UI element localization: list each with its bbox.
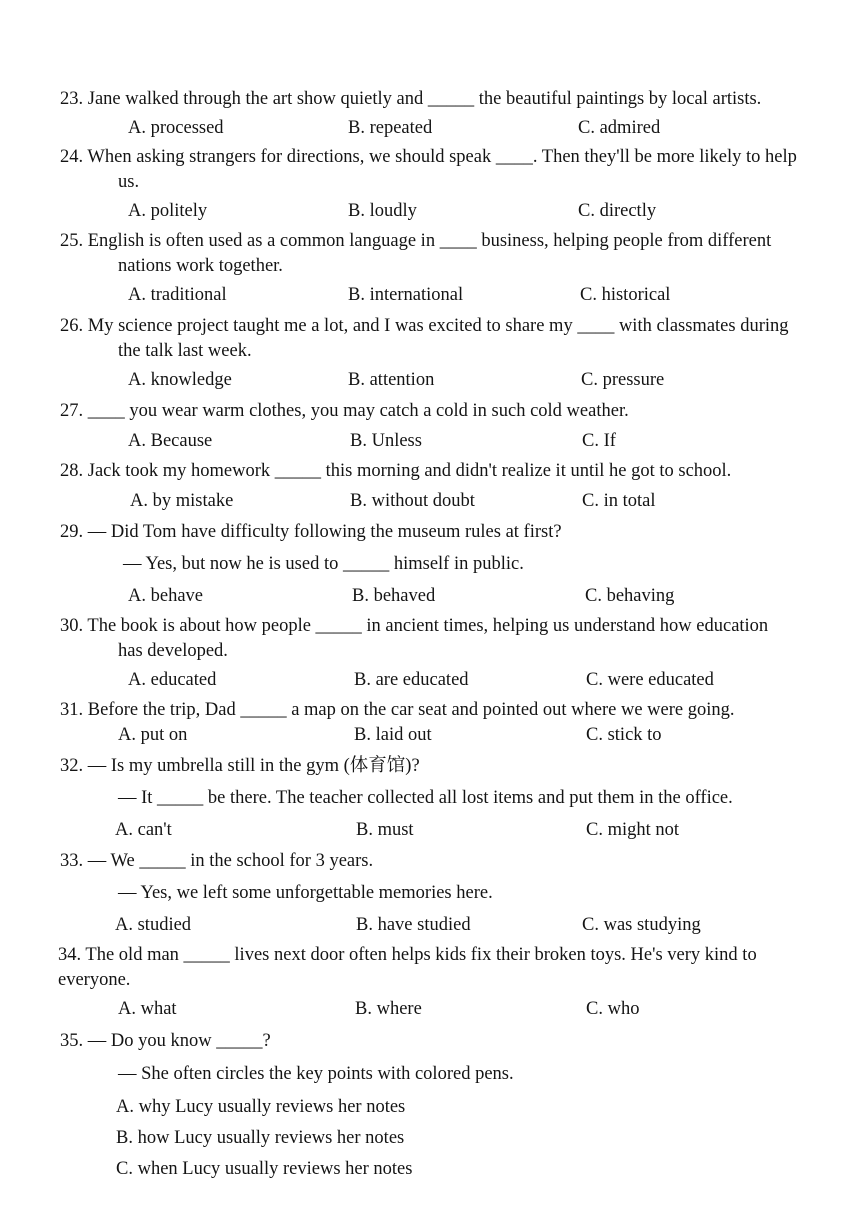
option-a: A. processed (128, 118, 224, 138)
option-a: A. studied (115, 915, 192, 935)
options-25 (0, 283, 867, 307)
question-35: 35. — Do you know _____? (60, 1031, 271, 1051)
options-29 (0, 584, 867, 608)
option-b: B. repeated (348, 118, 433, 138)
option-a: A. educated (128, 670, 217, 690)
option-c: C. was studying (582, 915, 701, 935)
option-b: B. how Lucy usually reviews her notes (116, 1128, 405, 1148)
option-a: A. knowledge (128, 370, 232, 390)
question-26: 26. My science project taught me a lot, and I was excited to share my ____ with classmates during (60, 316, 789, 336)
options-26 (0, 368, 867, 392)
option-c: C. historical (580, 285, 671, 305)
question-33-reply: — Yes, we left some unforgettable memories here. (118, 883, 493, 903)
option-c: C. might not (586, 820, 680, 840)
option-c: C. were educated (586, 670, 714, 690)
question-35-reply: — She often circles the key points with colored pens. (118, 1064, 514, 1084)
option-a: A. why Lucy usually reviews her notes (116, 1097, 406, 1117)
option-c: C. who (586, 999, 640, 1019)
question-24-continued: us. (118, 172, 140, 192)
option-b: B. are educated (354, 670, 469, 690)
options-34 (0, 997, 867, 1021)
options-28 (0, 489, 867, 513)
options-27 (0, 429, 867, 453)
question-25: 25. English is often used as a common language in ____ business, helping people from different (60, 231, 772, 251)
option-c: C. stick to (586, 725, 662, 745)
question-27: 27. ____ you wear warm clothes, you may catch a cold in such cold weather. (60, 401, 629, 421)
question-28: 28. Jack took my homework _____ this morning and didn't realize it until he got to school. (60, 461, 732, 481)
question-32: 32. — Is my umbrella still in the gym (体育馆)? (60, 756, 420, 776)
option-c: C. behaving (585, 586, 675, 606)
option-c: C. in total (582, 491, 656, 511)
question-34-continued: everyone. (58, 970, 131, 990)
option-b: B. loudly (348, 201, 417, 221)
question-23: 23. Jane walked through the art show quietly and _____ the beautiful paintings by local artists. (60, 89, 762, 109)
option-a: A. can't (115, 820, 172, 840)
options-30 (0, 668, 867, 692)
question-29: 29. — Did Tom have difficulty following the museum rules at first? (60, 522, 562, 542)
option-b: B. without doubt (350, 491, 475, 511)
option-b: B. must (356, 820, 414, 840)
question-29-reply: — Yes, but now he is used to _____ himself in public. (123, 554, 524, 574)
option-b: B. international (348, 285, 464, 305)
option-b: B. behaved (352, 586, 436, 606)
option-c: C. directly (578, 201, 657, 221)
option-b: B. Unless (350, 431, 422, 451)
option-a: A. what (118, 999, 177, 1019)
option-c: C. If (582, 431, 616, 451)
option-a: A. behave (128, 586, 203, 606)
options-31 (0, 723, 867, 747)
question-32-reply: — It _____ be there. The teacher collected all lost items and put them in the office. (118, 788, 733, 808)
option-b: B. attention (348, 370, 435, 390)
options-24 (0, 199, 867, 223)
option-a: A. Because (128, 431, 213, 451)
option-a: A. put on (118, 725, 188, 745)
option-a: A. by mistake (130, 491, 234, 511)
option-b: B. laid out (354, 725, 432, 745)
option-a: A. traditional (128, 285, 227, 305)
question-30: 30. The book is about how people _____ in ancient times, helping us understand how education (60, 616, 769, 636)
options-33 (0, 913, 867, 937)
option-b: B. have studied (356, 915, 471, 935)
option-c: C. admired (578, 118, 661, 138)
question-26-continued: the talk last week. (118, 341, 252, 361)
option-b: B. where (355, 999, 422, 1019)
question-24: 24. When asking strangers for directions, we should speak ____. Then they'll be more likely to help (60, 147, 797, 167)
question-31: 31. Before the trip, Dad _____ a map on the car seat and pointed out where we were going. (60, 700, 735, 720)
question-34: 34. The old man _____ lives next door often helps kids fix their broken toys. He's very kind to (58, 945, 757, 965)
option-c: C. when Lucy usually reviews her notes (116, 1159, 413, 1179)
options-23 (0, 116, 867, 140)
options-32 (0, 818, 867, 842)
question-25-continued: nations work together. (118, 256, 283, 276)
option-c: C. pressure (581, 370, 665, 390)
question-30-continued: has developed. (118, 641, 228, 661)
question-33: 33. — We _____ in the school for 3 years. (60, 851, 374, 871)
option-a: A. politely (128, 201, 208, 221)
